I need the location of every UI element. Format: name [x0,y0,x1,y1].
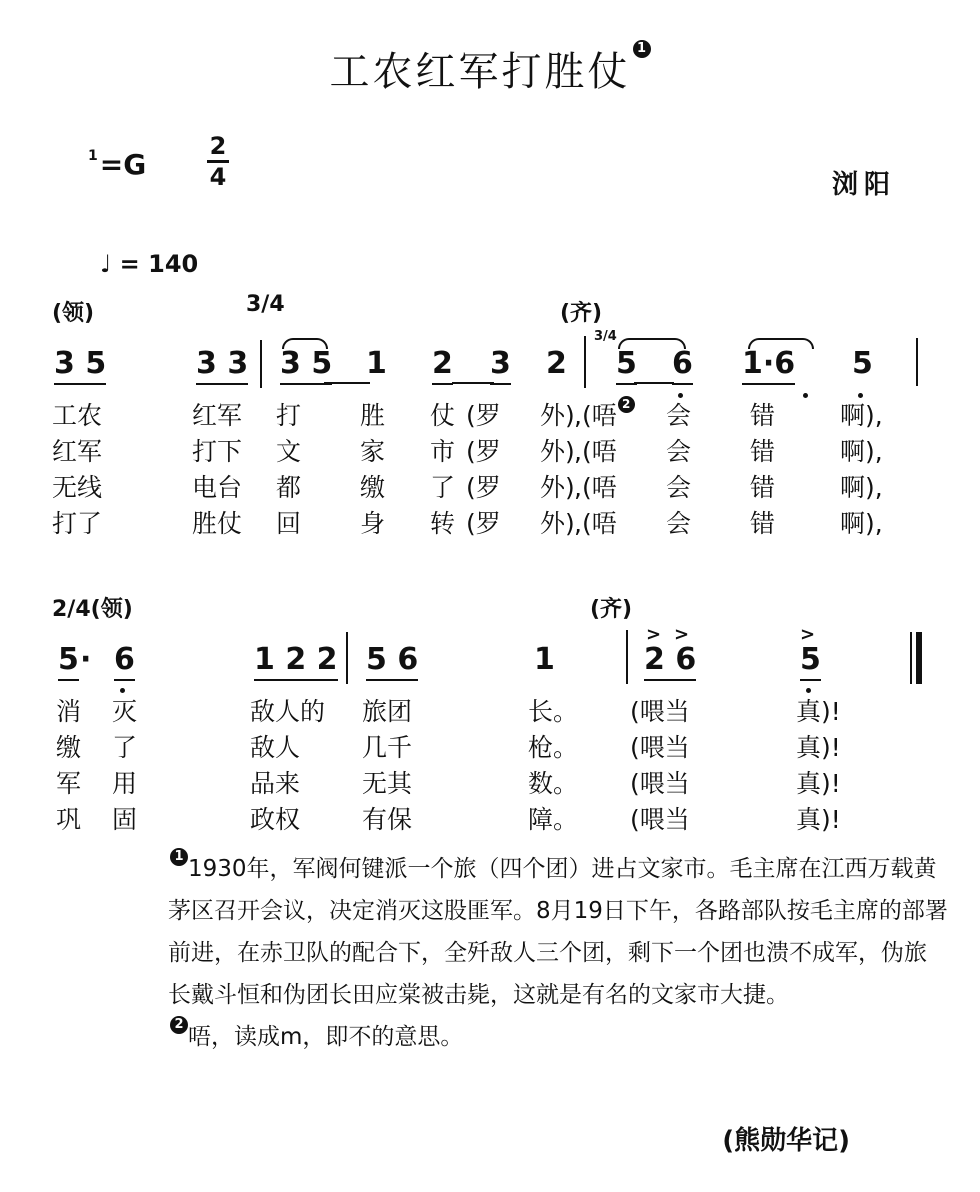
note-s1-3: 3 5 [280,346,332,385]
footnote-1-num: 1 [170,848,188,866]
note-s2-7: 5 [800,642,821,681]
note-s2-1: 5 [58,642,79,681]
footnote-2-num: 2 [170,1016,188,1034]
barline [260,340,262,388]
key-text: =G [99,148,147,181]
note-s1-1: 3 5 [54,346,106,385]
note-s1-5: 2 [432,346,453,385]
note-s1-7: 2 [546,346,567,381]
barline [584,336,586,388]
accent-mark: > [674,624,690,645]
barline [916,338,918,386]
beam-extension [324,382,370,384]
note-s1-8: 5 [616,346,637,385]
note-s2-3: 1 2 2 [254,642,338,681]
note-s1-4: 1 [366,346,387,381]
meter-change-2: 3/4 [594,329,617,344]
time-sig-bottom: 4 [209,163,227,191]
final-barline-thick [916,632,922,684]
footnote-1-marker: 1 [633,40,651,58]
tempo-marking: ♩ = 140 [100,250,199,278]
footnote-2: 2 唔，读成m，即不的意思。 [168,1016,948,1058]
barline [626,630,628,684]
note-s1-6: 3 [490,346,511,385]
footnote-2-marker: 2 [618,396,635,413]
key-prefix: 1 [88,148,98,164]
beam-join [452,382,494,384]
key-signature [88,148,146,181]
note-s1-11: 5 [852,346,873,381]
song-title: 工农红军打胜仗1 [0,40,980,97]
meter-leader-mark: 2/4(领) [52,597,133,622]
low-octave-dot [803,393,808,398]
note-s2-2: 6 [114,642,135,681]
note-s2-6: 2 6 [644,642,696,681]
beam-join [634,382,674,384]
leader-mark: (领) [52,301,95,326]
note-s1-10: 1·6 [742,346,795,385]
accent-mark: > [800,624,816,645]
dot-rhythm: · [80,642,92,677]
recorder-credit: (熊勋华记) [722,1126,850,1156]
meter-change: 3/4 [246,292,285,317]
note-s1-9: 6 [672,346,693,385]
note-s2-5: 1 [534,642,555,677]
chorus-mark: (齐) [560,301,603,326]
chorus-mark-2: (齐) [590,597,633,622]
note-s1-2: 3 3 [196,346,248,385]
final-barline-thin [910,632,912,684]
note-s2-4: 5 6 [366,642,418,681]
time-sig-top: 2 [209,132,227,160]
composer: 浏阳 [832,170,897,200]
footnote-1: 1 1930年，军阀何键派一个旅（四个团）进占文家市。毛主席在江西万载黄茅区召开会议，决定消灭这股匪军。8月19日下午，各路部队按毛主席的部署前进，在赤卫队的配合下，全歼敌人三个团，剩下一个团也溃不成军，伪旅长戴斗恒和伪团长田应棠被击毙，这就是有名的文家市大捷。 [168,849,948,1008]
accent-mark: > [646,624,662,645]
footnotes [168,848,948,1058]
time-signature [206,132,230,191]
barline [346,632,348,684]
